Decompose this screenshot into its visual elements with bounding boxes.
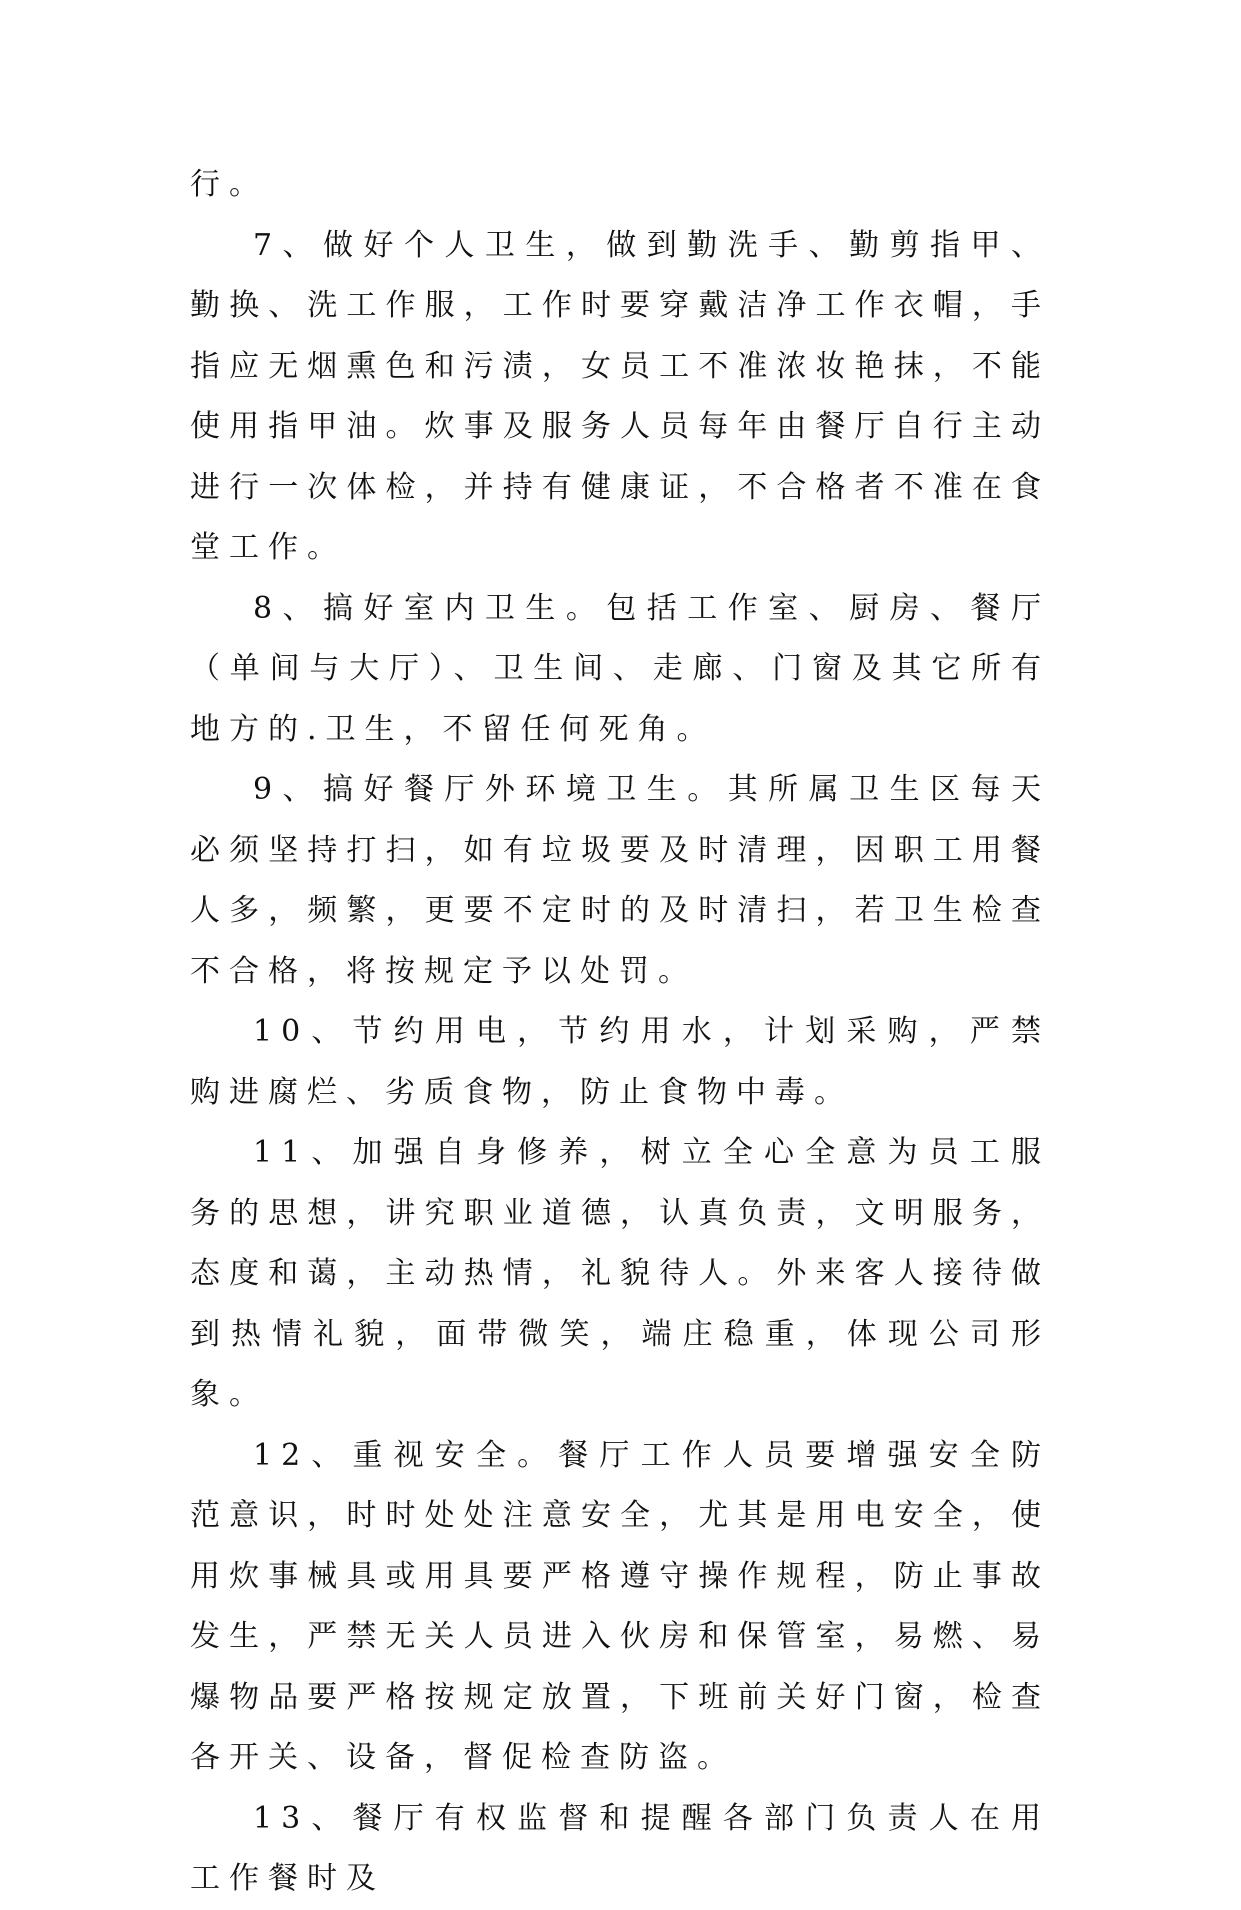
paragraph-item-10: 10、节约用电，节约用水，计划采购，严禁购进腐烂、劣质食物，防止食物中毒。 xyxy=(190,1014,1050,1110)
paragraph-item-13: 13、餐厅有权监督和提醒各部门负责人在用工作餐时及 xyxy=(190,1800,1050,1896)
paragraph-item-8: 8、搞好室内卫生。包括工作室、厨房、餐厅（单间与大厅）、卫生间、走廊、门窗及其它所有地方的.卫生，不留任何死角。 xyxy=(190,590,1050,747)
paragraph-continuation: 行。 xyxy=(190,167,268,202)
paragraph-item-12: 12、重视安全。餐厅工作人员要增强安全防范意识，时时处处注意安全，尤其是用电安全，使用炊事械具或用具要严格遵守操作规程，防止事故发生，严禁无关人员进入伙房和保管室，易燃、易爆物品要严格按规定放置，下班前关好门窗，检查各开关、设备，督促检查防盗。 xyxy=(190,1437,1050,1775)
paragraph-item-11: 11、加强自身修养，树立全心全意为员工服务的思想，讲究职业道德，认真负责，文明服务，态度和蔼，主动热情，礼貌待人。外来客人接待做到热情礼貌，面带微笑，端庄稳重，体现公司形象。 xyxy=(190,1135,1050,1412)
paragraph-item-9: 9、搞好餐厅外环境卫生。其所属卫生区每天必须坚持打扫，如有垃圾要及时清理，因职工用餐人多，频繁，更要不定时的及时清扫，若卫生检查不合格，将按规定予以处罚。 xyxy=(190,772,1050,989)
paragraph-item-7: 7、做好个人卫生，做到勤洗手、勤剪指甲、勤换、洗工作服，工作时要穿戴洁净工作衣帽，手指应无烟熏色和污渍，女员工不准浓妆艳抹，不能使用指甲油。炊事及服务人员每年由餐厅自行主动进行一次体检，并持有健康证，不合格者不准在食堂工作。 xyxy=(190,227,1050,565)
document-body xyxy=(190,155,1050,1910)
